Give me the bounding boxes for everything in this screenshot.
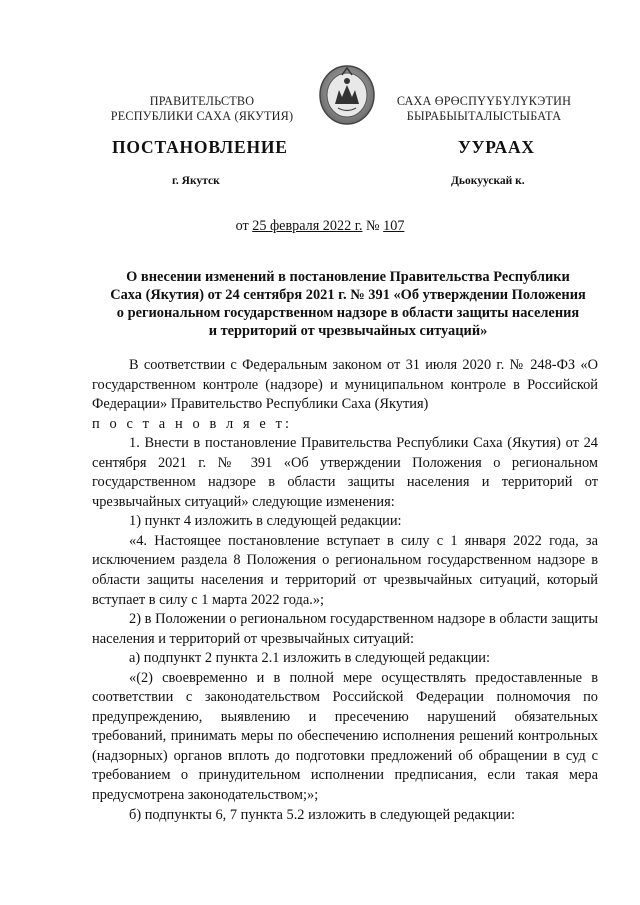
resolves-line <box>92 415 598 435</box>
title-line: о региональном государственном надзоре в области защиты населения <box>116 305 580 321</box>
decree-title <box>92 268 604 340</box>
subitem-1: 1) пункт 4 изложить в следующей редакции: <box>129 513 402 530</box>
coat-of-arms-icon <box>318 60 376 126</box>
city-sah: Дьокуускай к. <box>451 175 525 187</box>
title-line: и территорий от чрезвычайных ситуаций» <box>208 323 488 339</box>
subitem-2: 2) в Положении о региональном государственном надзоре в области защиты населения и территорий от чрезвычайных ситуаций: <box>92 611 598 647</box>
decree-body <box>92 356 598 825</box>
issuer-sah-line2: БЫРАБЫЫТАЛЫСТЫБАТА <box>406 109 562 123</box>
title-line: Саха (Якутия) от 24 сентября 2021 г. № 391 «Об утверждении Положения <box>110 287 586 303</box>
issuer-sah <box>384 94 584 124</box>
preamble-paragraph: В соответствии с Федеральным законом от 31 июля 2020 г. № 248-ФЗ «О государственном контроле (надзоре) и муниципальном контроле в Российской Федерации» Правительство Республики Саха (Якутия) <box>92 357 598 413</box>
subitem-b: б) подпункты 6, 7 пункта 5.2 изложить в следующей редакции: <box>129 806 515 823</box>
quoted-item-4: «4. Настоящее постановление вступает в силу с 1 января 2022 года, за исключением раздела 8 Положения о региональном государственном надзоре в области защиты населения и территорий от чрезвычайных ситуаций, который вступает в силу с 1 марта 2022 года.»; <box>92 532 598 608</box>
date-prefix: от <box>235 218 249 234</box>
doc-kind-ru: ПОСТАНОВЛЕНИЕ <box>112 137 288 157</box>
subitem-a: а) подпункт 2 пункта 2.1 изложить в следующей редакции: <box>129 650 490 667</box>
issuer-sah-line1: САХА ӨРӨСПҮҮБҮЛҮКЭТИН <box>396 94 572 108</box>
issuer-ru <box>102 94 302 124</box>
title-line: О внесении изменений в постановление Правительства Республики <box>126 269 570 285</box>
doc-kind-sah: УУРААХ <box>458 137 535 157</box>
issuer-ru-line2: РЕСПУБЛИКИ САХА (ЯКУТИЯ) <box>110 109 294 123</box>
number-sign: № <box>366 218 380 234</box>
decree-date: 25 февраля 2022 г. <box>252 218 363 234</box>
quoted-subitem-2: «(2) своевременно и в полной мере осуществлять предоставленные в соответствии с законодательством Российской Федерации полномочия по предупреждению, выявлению и пресечению нарушений обязательных требований, принимать меры по обеспечению исполнения решений контрольных (надзорных) органов вплоть до подготовки предложений об обращении в суд с требованием о принудительном исполнении предписания, если такая мера предусмотрена законодательством;»; <box>92 669 598 804</box>
city-ru: г. Якутск <box>172 175 220 187</box>
issuer-ru-line1: ПРАВИТЕЛЬСТВО <box>149 94 255 108</box>
decree-number: 107 <box>383 218 405 234</box>
resolves-word: п о с т а н о в л я е т: <box>92 415 293 432</box>
paragraph-1: 1. Внести в постановление Правительства Республики Саха (Якутия) от 24 сентября 2021 г. № 391 «Об утверждении Положения о региональном государственном надзоре в области защиты населения и территорий от чрезвычайных ситуаций» следующие изменения: <box>92 435 598 510</box>
date-number-line <box>0 218 640 235</box>
